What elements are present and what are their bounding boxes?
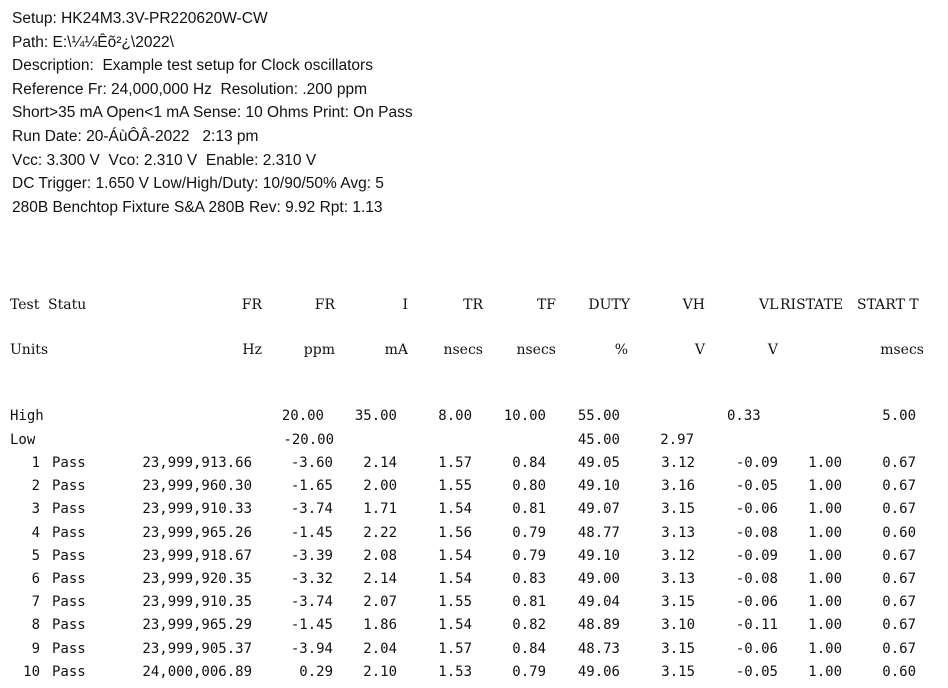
cell-start: 0.67 xyxy=(882,617,916,634)
high-duty: 55.00 xyxy=(577,408,620,424)
cell-i: 2.10 xyxy=(363,663,397,680)
cell-duty: 49.10 xyxy=(577,547,620,564)
table-row xyxy=(0,478,948,500)
cell-start: 0.67 xyxy=(882,455,916,471)
cell-status: Pass xyxy=(52,478,86,495)
cell-tristate: 1.00 xyxy=(808,617,842,634)
cell-fr-hz: 23,999,960.30 xyxy=(142,478,252,495)
cell-duty: 48.73 xyxy=(577,640,620,657)
cell-test: 10 xyxy=(23,663,40,680)
unit-vl: V xyxy=(767,342,778,358)
unit-tf: nsecs xyxy=(516,342,556,358)
cell-vh: 3.12 xyxy=(661,547,695,564)
cell-tf: 0.79 xyxy=(512,524,546,541)
cell-start: 0.67 xyxy=(882,547,916,564)
cell-i: 2.14 xyxy=(363,455,397,471)
units-label: Units xyxy=(10,342,49,358)
cell-tristate: 1.00 xyxy=(808,663,842,680)
cell-vh: 3.13 xyxy=(661,524,695,541)
table-row xyxy=(0,594,948,616)
cell-i: 2.04 xyxy=(363,640,397,657)
cell-fr-ppm: -1.45 xyxy=(290,617,333,634)
cell-fr-hz: 23,999,910.33 xyxy=(142,501,252,518)
fixture-line: 280B Benchtop Fixture S&A 280B Rev: 9.92 Rpt: 1.13 xyxy=(12,198,383,216)
high-i: 35.00 xyxy=(354,408,397,424)
cell-status: Pass xyxy=(52,501,86,518)
cell-tr: 1.54 xyxy=(438,571,472,587)
cell-vh: 3.12 xyxy=(661,455,695,471)
cell-tr: 1.57 xyxy=(438,640,472,657)
table-row xyxy=(0,617,948,639)
cell-fr-ppm: -1.45 xyxy=(290,524,333,541)
col-vl: VL xyxy=(759,297,779,313)
unit-vh: V xyxy=(694,342,705,358)
unit-i: mA xyxy=(384,342,408,358)
cell-i: 2.08 xyxy=(363,547,397,564)
cell-duty: 48.77 xyxy=(577,524,620,541)
cell-vl: -0.09 xyxy=(735,547,778,564)
cell-test: 7 xyxy=(31,594,40,611)
high-tr: 8.00 xyxy=(438,408,472,424)
table-row xyxy=(0,501,948,523)
cell-tf: 0.81 xyxy=(512,501,546,518)
cell-i: 2.07 xyxy=(363,594,397,611)
voltage-line: Vcc: 3.300 V Vco: 2.310 V Enable: 2.310 V xyxy=(12,151,317,169)
cell-vl: -0.05 xyxy=(735,663,778,680)
table-row xyxy=(0,664,948,686)
col-tf: TF xyxy=(536,297,556,313)
cell-test: 1 xyxy=(31,455,40,471)
col-fr-hz: FR xyxy=(241,297,262,313)
cell-test: 9 xyxy=(31,640,40,657)
cell-i: 1.71 xyxy=(363,501,397,518)
cell-vh: 3.10 xyxy=(661,617,695,634)
cell-status: Pass xyxy=(52,663,86,680)
cell-duty: 49.04 xyxy=(577,594,620,611)
cell-vl: -0.06 xyxy=(735,501,778,518)
cell-duty: 49.10 xyxy=(577,478,620,495)
units-row xyxy=(0,342,948,364)
table-row xyxy=(0,455,948,477)
cell-test: 4 xyxy=(31,524,40,541)
cell-tristate: 1.00 xyxy=(808,640,842,657)
cell-tristate: 1.00 xyxy=(808,524,842,541)
cell-start: 0.67 xyxy=(882,594,916,611)
cell-fr-ppm: -3.94 xyxy=(290,640,333,657)
cell-vh: 3.15 xyxy=(661,501,695,518)
cell-fr-ppm: 0.29 xyxy=(299,663,333,680)
cell-tf: 0.80 xyxy=(512,478,546,495)
cell-duty: 49.07 xyxy=(577,501,620,518)
table-row xyxy=(0,571,948,593)
cell-duty: 49.00 xyxy=(577,571,620,587)
cell-vl: -0.08 xyxy=(735,524,778,541)
high-label: High xyxy=(10,408,44,424)
low-duty: 45.00 xyxy=(577,432,620,448)
limits-line: Short>35 mA Open<1 mA Sense: 10 Ohms Print: On Pass xyxy=(12,104,413,122)
cell-tr: 1.57 xyxy=(438,455,472,471)
cell-i: 2.14 xyxy=(363,571,397,587)
setup-line: Setup: HK24M3.3V-PR220620W-CW xyxy=(12,10,268,27)
col-status: Statu xyxy=(48,297,87,313)
table-row xyxy=(0,548,948,570)
description-line: Description: Example test setup for Clock oscillators xyxy=(12,57,373,75)
col-test: Test xyxy=(10,297,40,313)
cell-vh: 3.13 xyxy=(661,571,695,587)
cell-start: 0.67 xyxy=(882,478,916,495)
high-start: 5.00 xyxy=(882,408,916,424)
cell-fr-ppm: -3.39 xyxy=(290,547,333,564)
cell-test: 5 xyxy=(31,547,40,564)
cell-start: 0.67 xyxy=(882,640,916,657)
cell-status: Pass xyxy=(52,640,86,657)
cell-fr-ppm: -3.74 xyxy=(290,594,333,611)
cell-fr-hz: 23,999,965.29 xyxy=(142,617,252,634)
cell-tr: 1.54 xyxy=(438,501,472,518)
cell-status: Pass xyxy=(52,455,86,471)
cell-tf: 0.81 xyxy=(512,594,546,611)
cell-i: 2.22 xyxy=(363,524,397,541)
table-row xyxy=(0,525,948,547)
cell-vl: -0.06 xyxy=(735,640,778,657)
cell-vl: -0.09 xyxy=(735,455,778,471)
low-limit-row xyxy=(0,432,948,454)
cell-status: Pass xyxy=(52,524,86,541)
cell-fr-hz: 23,999,910.35 xyxy=(142,594,252,611)
cell-fr-ppm: -3.74 xyxy=(290,501,333,518)
cell-status: Pass xyxy=(52,594,86,611)
cell-start: 0.60 xyxy=(882,663,916,680)
high-limit-row xyxy=(0,408,948,430)
cell-fr-ppm: -1.65 xyxy=(290,478,333,495)
cell-test: 3 xyxy=(31,501,40,518)
cell-status: Pass xyxy=(52,617,86,634)
column-header-row xyxy=(0,297,948,319)
cell-duty: 49.05 xyxy=(577,455,620,471)
cell-tristate: 1.00 xyxy=(808,571,842,587)
cell-vh: 3.15 xyxy=(661,594,695,611)
cell-i: 1.86 xyxy=(363,617,397,634)
cell-fr-hz: 23,999,913.66 xyxy=(142,455,252,471)
cell-tf: 0.82 xyxy=(512,617,546,634)
cell-status: Pass xyxy=(52,547,86,564)
col-duty: DUTY xyxy=(588,297,630,313)
cell-i: 2.00 xyxy=(363,478,397,495)
col-tr: TR xyxy=(463,297,483,313)
cell-fr-ppm: -3.32 xyxy=(290,571,333,587)
cell-fr-hz: 24,000,006.89 xyxy=(142,663,252,680)
cell-tf: 0.79 xyxy=(512,547,546,564)
report-header xyxy=(12,7,413,219)
cell-status: Pass xyxy=(52,571,86,587)
cell-fr-hz: 23,999,965.26 xyxy=(142,524,252,541)
unit-fr-ppm: ppm xyxy=(303,342,335,358)
cell-vl: -0.08 xyxy=(735,571,778,587)
cell-tristate: 1.00 xyxy=(808,594,842,611)
high-tf: 10.00 xyxy=(503,408,546,424)
cell-tr: 1.55 xyxy=(438,478,472,495)
cell-start: 0.67 xyxy=(882,501,916,518)
col-vh: VH xyxy=(682,297,705,313)
cell-fr-hz: 23,999,920.35 xyxy=(142,571,252,587)
cell-vh: 3.16 xyxy=(661,478,695,495)
cell-fr-hz: 23,999,905.37 xyxy=(142,640,252,657)
cell-tr: 1.53 xyxy=(438,663,472,680)
col-tristate: RISTATE xyxy=(780,297,844,313)
cell-tf: 0.84 xyxy=(512,455,546,471)
cell-start: 0.60 xyxy=(882,524,916,541)
cell-duty: 48.89 xyxy=(577,617,620,634)
cell-tf: 0.79 xyxy=(512,663,546,680)
cell-tr: 1.56 xyxy=(438,524,472,541)
col-start: START T xyxy=(857,297,919,313)
reference-line: Reference Fr: 24,000,000 Hz Resolution: .200 ppm xyxy=(12,80,367,98)
trigger-line: DC Trigger: 1.650 V Low/High/Duty: 10/90/50% Avg: 5 xyxy=(12,175,384,193)
cell-tf: 0.84 xyxy=(512,640,546,657)
unit-duty: % xyxy=(614,342,628,358)
cell-tr: 1.54 xyxy=(438,617,472,634)
unit-fr-hz: Hz xyxy=(242,342,262,358)
cell-tr: 1.55 xyxy=(438,594,472,611)
low-vh: 2.97 xyxy=(660,432,694,448)
cell-tristate: 1.00 xyxy=(808,478,842,495)
table-row xyxy=(0,641,948,663)
cell-test: 6 xyxy=(31,571,40,587)
cell-vl: -0.11 xyxy=(735,617,778,634)
cell-fr-hz: 23,999,918.67 xyxy=(142,547,252,564)
cell-fr-ppm: -3.60 xyxy=(290,455,333,471)
cell-tf: 0.83 xyxy=(512,571,546,587)
low-fr-ppm: -20.00 xyxy=(283,432,334,448)
cell-tristate: 1.00 xyxy=(808,547,842,564)
cell-vl: -0.05 xyxy=(735,478,778,495)
cell-test: 2 xyxy=(31,478,40,495)
unit-tr: nsecs xyxy=(443,342,483,358)
cell-start: 0.67 xyxy=(882,571,916,587)
run-date-line: Run Date: 20-ÁùÔÂ-2022 2:13 pm xyxy=(12,127,259,145)
cell-vh: 3.15 xyxy=(661,640,695,657)
high-fr-ppm: 20.00 xyxy=(281,408,324,424)
cell-vl: -0.06 xyxy=(735,594,778,611)
cell-tr: 1.54 xyxy=(438,547,472,564)
cell-test: 8 xyxy=(31,617,40,634)
high-vl: 0.33 xyxy=(727,408,761,424)
cell-tristate: 1.00 xyxy=(808,501,842,518)
unit-start: msecs xyxy=(880,342,924,358)
cell-duty: 49.06 xyxy=(577,663,620,680)
col-fr-ppm: FR xyxy=(314,297,335,313)
path-line: Path: E:\¼¼Êõ²¿\2022\ xyxy=(12,33,174,51)
cell-vh: 3.15 xyxy=(661,663,695,680)
cell-tristate: 1.00 xyxy=(808,455,842,471)
low-label: Low xyxy=(10,432,36,448)
col-i: I xyxy=(402,297,408,313)
